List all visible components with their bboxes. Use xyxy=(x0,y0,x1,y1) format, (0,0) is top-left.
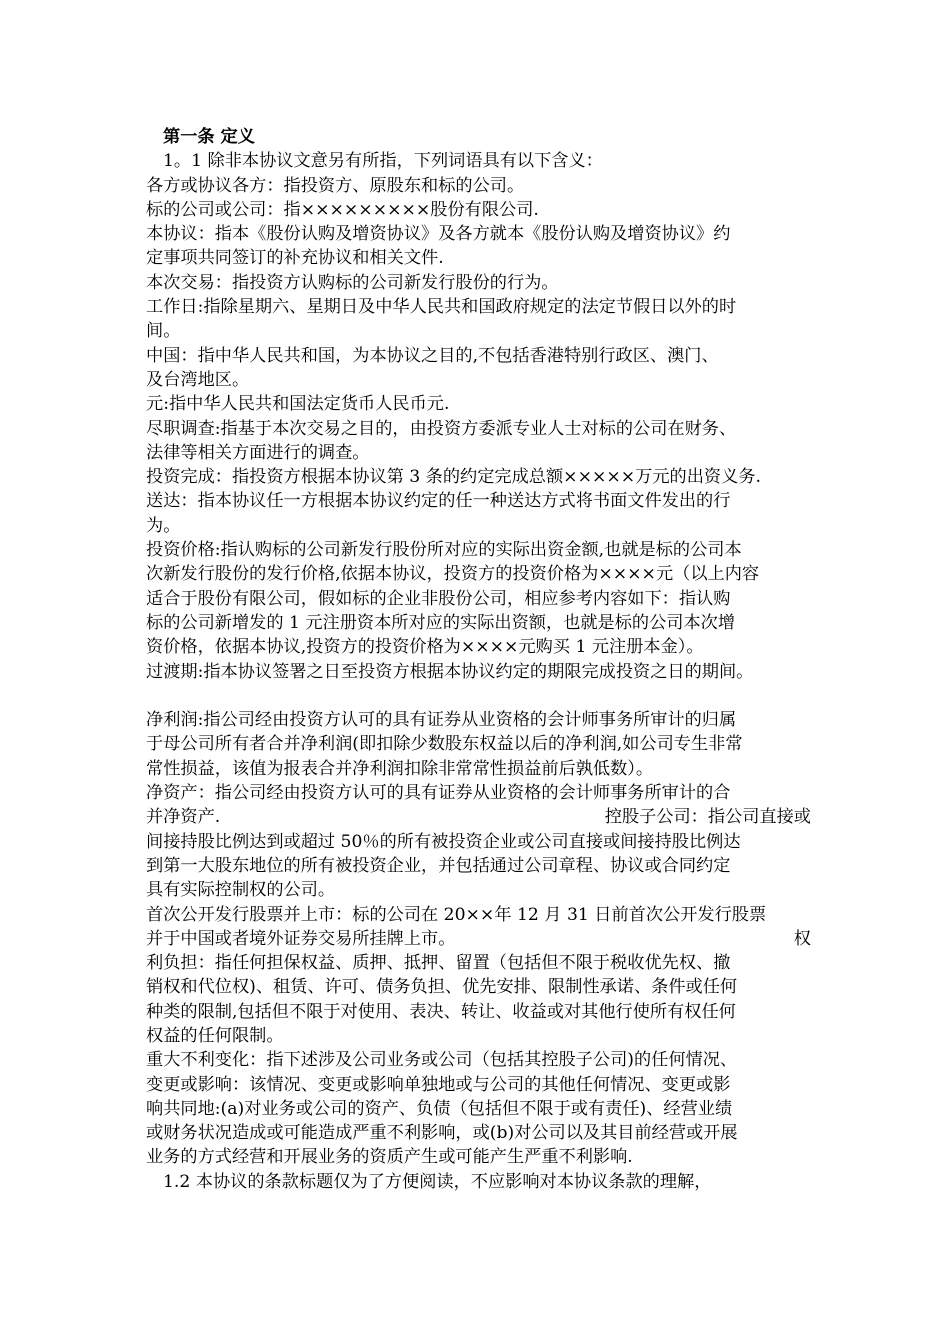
article-title: 第一条 定义 xyxy=(163,127,255,147)
definition-line: 资价格，依据本协议,投资方的投资价格为××××元购买 1 元注册本金）。 xyxy=(146,637,704,658)
definition-line: 变更或影响：该情况、变更或影响单独地或与公司的其他任何情况、变更或影 xyxy=(146,1074,731,1095)
document-body xyxy=(146,125,811,1194)
blank-line xyxy=(146,684,811,708)
definition-line: 或财务状况造成或可能造成严重不利影响，或(b)对公司以及其目前经营或开展 xyxy=(146,1123,738,1144)
definition-line: 间接持股比例达到或超过 50％的所有被投资企业或公司直接或间接持股比例达 xyxy=(146,831,741,852)
definition-line: 本次交易：指投资方认购标的公司新发行股份的行为。 xyxy=(146,272,559,293)
clause-1-1-intro: 1。1 除非本协议文意另有所指，下列词语具有以下含义： xyxy=(163,151,603,172)
definition-line: 工作日:指除星期六、星期日及中华人民共和国政府规定的法定节假日以外的时 xyxy=(146,297,737,318)
definition-line: 各方或协议各方：指投资方、原股东和标的公司。 xyxy=(146,175,525,196)
definition-line: 定事项共同签订的补充协议和相关文件. xyxy=(146,248,444,269)
definition-line: 标的公司新增发的 1 元注册资本所对应的实际出资额，也就是标的公司本次增 xyxy=(146,612,736,633)
definition-line: 适合于股份有限公司，假如标的企业非股份公司，相应参考内容如下：指认购 xyxy=(146,588,731,609)
definition-line: 送达：指本协议任一方根据本协议约定的任一种送达方式将书面文件发出的行 xyxy=(146,491,731,512)
definition-line: 首次公开发行股票并上市：标的公司在 20××年 12 月 31 日前首次公开发行股票 xyxy=(146,904,767,925)
definition-line: 标的公司或公司：指×××××××××股份有限公司. xyxy=(146,199,539,220)
definition-line: 响共同地:(a)对业务或公司的资产、负债（包括但不限于或有责任)、经营业绩 xyxy=(146,1098,733,1119)
definition-line: 投资价格:指认购标的公司新发行股份所对应的实际出资金额,也就是标的公司本 xyxy=(146,540,742,561)
definition-line: 尽职调查:指基于本次交易之目的，由投资方委派专业人士对标的公司在财务、 xyxy=(146,418,737,439)
definition-line: 间。 xyxy=(146,321,181,342)
definition-line: 种类的限制,包括但不限于对使用、表决、转让、收益或对其他行使所有权任何 xyxy=(146,1001,736,1022)
clause-1-2: 1.2 本协议的条款标题仅为了方便阅读，不应影响对本协议条款的理解， xyxy=(163,1171,712,1192)
definition-line: 利负担：指任何担保权益、质押、抵押、留置（包括但不限于税收优先权、撤 xyxy=(146,953,731,974)
definition-line: 为。 xyxy=(146,515,181,536)
definition-line: 销权和代位权)、租赁、许可、债务负担、优先安排、限制性承诺、条件或任何 xyxy=(146,977,738,998)
definition-line: 于母公司所有者合并净利润(即扣除少数股东权益以后的净利润,如公司专生非常 xyxy=(146,734,743,755)
definition-line: 本协议：指本《股份认购及增资协议》及各方就本《股份认购及增资协议》约 xyxy=(146,224,731,245)
definition-line: 净利润:指公司经由投资方认可的具有证券从业资格的会计师事务所审计的归属 xyxy=(146,710,737,731)
definition-line: 法律等相关方面进行的调查。 xyxy=(146,442,370,463)
definition-line: 具有实际控制权的公司。 xyxy=(146,880,336,901)
definition-line: 到第一大股东地位的所有被投资企业，并包括通过公司章程、协议或合同约定 xyxy=(146,855,731,876)
split-line-left: 并于中国或者境外证券交易所挂牌上市。 xyxy=(146,928,456,949)
definition-line: 权益的任何限制。 xyxy=(146,1025,284,1046)
definition-line: 投资完成：指投资方根据本协议第 3 条的约定完成总额×××××万元的出资义务. xyxy=(146,467,761,488)
split-line xyxy=(146,805,811,829)
definition-line: 次新发行股份的发行价格,依据本协议，投资方的投资价格为××××元（以上内容 xyxy=(146,564,760,585)
definition-line: 常性损益，该值为报表合并净利润扣除非常常性损益前后孰低数）。 xyxy=(146,758,654,779)
split-line-left: 并净资产. xyxy=(146,807,221,828)
definition-line: 中国：指中华人民共和国，为本协议之目的,不包括香港特别行政区、澳门、 xyxy=(146,345,719,366)
definition-line: 业务的方式经营和开展业务的资质产生或可能产生严重不利影响. xyxy=(146,1147,633,1168)
split-line xyxy=(146,927,811,951)
definition-line: 过渡期:指本协议签署之日至投资方根据本协议约定的期限完成投资之日的期间。 xyxy=(146,661,754,682)
split-line-right: 控股子公司：指公司直接或 xyxy=(604,807,811,828)
definition-line: 元:指中华人民共和国法定货币人民币元. xyxy=(146,394,450,415)
definition-line: 净资产：指公司经由投资方认可的具有证券从业资格的会计师事务所审计的合 xyxy=(146,783,731,804)
split-line-right: 权 xyxy=(793,928,811,949)
definition-line: 重大不利变化：指下述涉及公司业务或公司（包括其控股子公司)的任何情况、 xyxy=(146,1050,738,1071)
definition-line: 及台湾地区。 xyxy=(146,369,250,390)
